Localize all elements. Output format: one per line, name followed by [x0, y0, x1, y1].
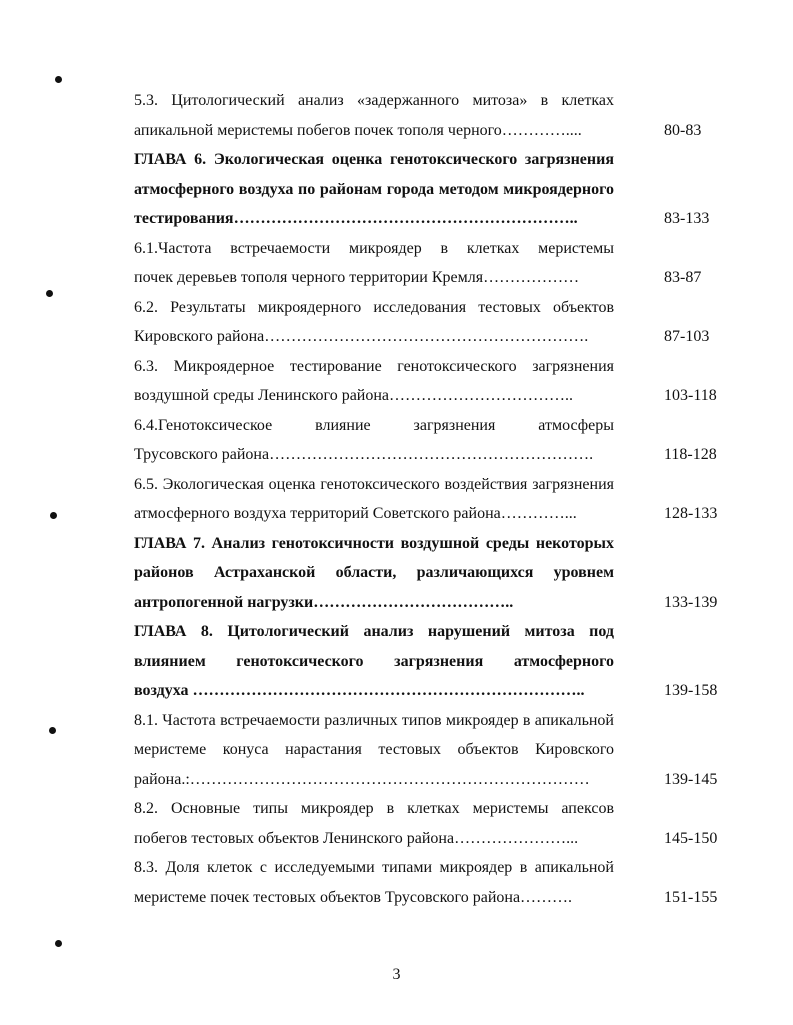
toc-page-range: 128-133 — [664, 505, 718, 522]
toc-entry-line: меристеме конуса нарастания тестовых объектов Кировского — [134, 741, 614, 758]
toc-entry-line: влиянием генотоксического загрязнения атмосферного — [134, 652, 614, 670]
toc-section-entry — [134, 86, 724, 145]
toc-page-range: 83-87 — [664, 269, 702, 286]
toc-entry-line: 5.3. Цитологический анализ «задержанного митоза» в клетках — [134, 92, 614, 109]
toc-entry-line: ГЛАВА 8. Цитологический анализ нарушений митоза под — [134, 623, 614, 640]
toc-section-entry — [134, 411, 724, 470]
toc-entry-line: атмосферного воздуха территорий Советского района…………... — [134, 505, 577, 522]
toc-entry-line: побегов тестовых объектов Ленинского района…………………... — [134, 829, 579, 847]
toc-page-range: 103-118 — [664, 387, 717, 404]
page-number: 3 — [392, 966, 401, 983]
toc-entry-line: ГЛАВА 6. Экологическая оценка генотоксического загрязнения — [134, 151, 614, 168]
toc-chapter-entry — [134, 145, 724, 234]
toc-entry-line: почек деревьев тополя черного территории Кремля……………… — [134, 269, 580, 286]
toc-section-entry — [134, 352, 724, 411]
toc-section-entry — [134, 234, 724, 293]
toc-entry-line: 6.1.Частота встречаемости микроядер в клетках меристемы — [134, 239, 614, 257]
toc-entry-line: воздушной среды Ленинского района…………………………….. — [134, 387, 574, 404]
toc-entry-line: апикальной меристемы побегов почек тополя черного………….... — [134, 121, 582, 139]
toc-chapter-entry — [134, 617, 724, 706]
toc-entry-line: 8.1. Частота встречаемости различных типов микроядер в апикальной — [134, 711, 614, 729]
toc-entry-line: тестирования……………………………………………………….. — [134, 210, 578, 227]
table-of-contents — [134, 86, 724, 912]
toc-entry-line: 6.2. Результаты микроядерного исследования тестовых объектов — [134, 298, 614, 316]
toc-page-range: 139-158 — [664, 682, 718, 699]
toc-entry-line: Кировского района……………………………………………………. — [134, 328, 589, 345]
toc-entry-line: 8.3. Доля клеток с исследуемыми типами микроядер в апикальной — [134, 859, 614, 876]
toc-entry-line: воздуха ……………………………………………………………….. — [134, 682, 585, 699]
binder-hole-mark — [55, 76, 62, 83]
binder-hole-mark — [49, 727, 56, 734]
toc-chapter-entry — [134, 529, 724, 618]
toc-page-range: 80-83 — [664, 121, 702, 139]
toc-page-range: 139-145 — [664, 770, 718, 788]
toc-entry-line: антропогенной нагрузки……………………………….. — [134, 593, 514, 611]
toc-page-range: 145-150 — [664, 829, 718, 847]
toc-page-range: 151-155 — [664, 888, 718, 906]
toc-page-range: 87-103 — [664, 328, 710, 345]
toc-entry-line: 8.2. Основные типы микроядер в клетках меристемы апексов — [134, 800, 614, 817]
binder-hole-mark — [50, 512, 57, 519]
toc-entry-line: атмосферного воздуха по районам города методом микроядерного — [134, 180, 614, 198]
toc-page-range: 133-139 — [664, 593, 718, 611]
toc-page-range: 118-128 — [664, 446, 717, 463]
toc-entry-line: Трусовского района……………………………………………………. — [134, 446, 594, 463]
toc-page-range: 83-133 — [664, 210, 710, 227]
toc-section-entry — [134, 853, 724, 912]
toc-entry-line: ГЛАВА 7. Анализ генотоксичности воздушной среды некоторых — [134, 534, 614, 552]
toc-entry-line: 6.5. Экологическая оценка генотоксического воздействия загрязнения — [134, 475, 614, 493]
toc-entry-line: меристеме почек тестовых объектов Трусовского района………. — [134, 888, 573, 906]
toc-entry-line: 6.4.Генотоксическое влияние загрязнения атмосферы — [134, 416, 614, 434]
toc-section-entry — [134, 706, 724, 795]
binder-hole-mark — [55, 940, 62, 947]
toc-entry-line: 6.3. Микроядерное тестирование генотоксического загрязнения — [134, 357, 614, 375]
toc-section-entry — [134, 794, 724, 853]
toc-entry-line: района.:………………………………………………………………… — [134, 770, 590, 788]
toc-entry-line: районов Астраханской области, различающихся уровнем — [134, 564, 614, 581]
binder-hole-mark — [46, 290, 53, 297]
toc-section-entry — [134, 470, 724, 529]
toc-section-entry — [134, 293, 724, 352]
